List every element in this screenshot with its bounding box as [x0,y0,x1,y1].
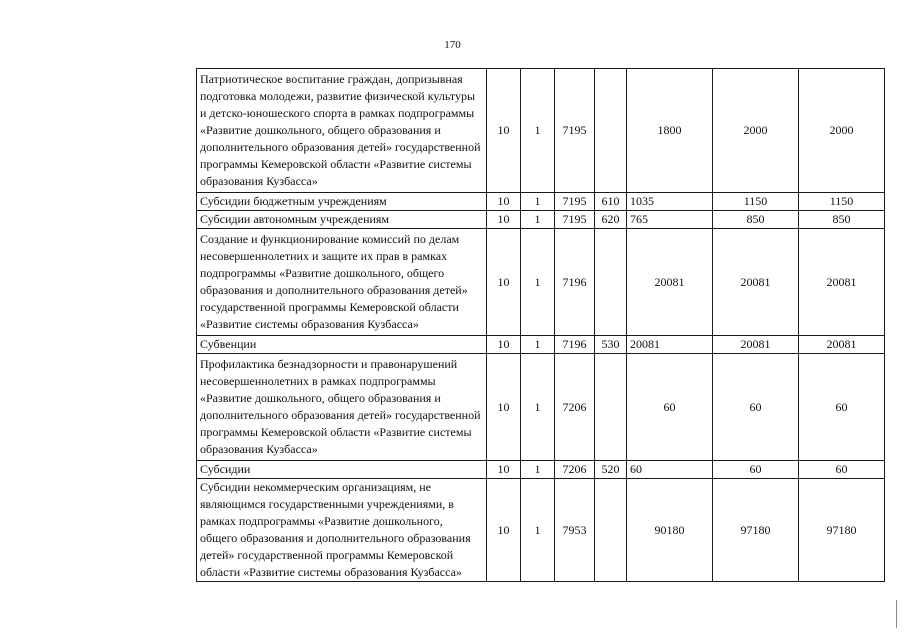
row-type: 620 [595,211,627,229]
row-year2: 2000 [713,69,799,193]
table-row [197,461,885,479]
row-subsection: 1 [521,229,555,336]
row-type: 610 [595,193,627,211]
row-subsection: 1 [521,461,555,479]
row-type [595,479,627,582]
row-year3: 20081 [799,336,885,354]
row-type [595,69,627,193]
row-year3: 20081 [799,229,885,336]
table-row [197,211,885,229]
row-year3: 60 [799,354,885,461]
row-year1: 60 [627,461,713,479]
row-year1: 1800 [627,69,713,193]
page-number: 170 [444,39,461,51]
row-name: Профилактика безнадзорности и правонарушений несовершеннолетних в рамках подпрограммы «Развитие дошкольного, общего образования и дополнительного образования детей» государственной программы Кемеровской области «Развитие системы образования Кузбасса» [197,354,487,461]
row-section: 10 [487,229,521,336]
row-year1: 90180 [627,479,713,582]
row-year1: 20081 [627,229,713,336]
row-subsection: 1 [521,336,555,354]
row-name: Субвенции [197,336,487,354]
row-subsection: 1 [521,211,555,229]
row-target: 7195 [555,211,595,229]
row-year2: 20081 [713,336,799,354]
row-target: 7206 [555,354,595,461]
row-section: 10 [487,479,521,582]
row-year3: 60 [799,461,885,479]
row-name: Субсидии бюджетным учреждениям [197,193,487,211]
row-name: Субсидии некоммерческим организациям, не являющимся государственными учреждениями, в рамках подпрограммы «Развитие дошкольного, общего образования и дополнительного образования детей» государственной программы Кемеровской области «Развитие системы образования Кузбасса» [197,479,487,582]
table-row [197,479,885,582]
row-subsection: 1 [521,354,555,461]
row-subsection: 1 [521,193,555,211]
row-name: Субсидии [197,461,487,479]
table-row [197,336,885,354]
scan-edge-mark [896,600,897,628]
row-year3: 1150 [799,193,885,211]
row-target: 7196 [555,336,595,354]
row-section: 10 [487,461,521,479]
row-name: Субсидии автономным учреждениям [197,211,487,229]
row-name: Создание и функционирование комиссий по делам несовершеннолетних и защите их прав в рамках подпрограммы «Развитие дошкольного, общего образования и дополнительного образования детей» государственной программы Кемеровской области «Развитие системы образования Кузбасса» [197,229,487,336]
row-target: 7206 [555,461,595,479]
row-year2: 850 [713,211,799,229]
row-section: 10 [487,354,521,461]
table-row [197,69,885,193]
table-row [197,193,885,211]
row-year1: 1035 [627,193,713,211]
row-year3: 850 [799,211,885,229]
row-target: 7195 [555,69,595,193]
table-row [197,354,885,461]
row-type [595,354,627,461]
row-type: 520 [595,461,627,479]
row-year1: 60 [627,354,713,461]
row-year1: 765 [627,211,713,229]
row-year2: 60 [713,461,799,479]
row-subsection: 1 [521,479,555,582]
row-subsection: 1 [521,69,555,193]
budget-table [196,68,885,582]
row-section: 10 [487,193,521,211]
row-year2: 97180 [713,479,799,582]
row-year2: 20081 [713,229,799,336]
row-year3: 2000 [799,69,885,193]
row-target: 7196 [555,229,595,336]
row-year2: 60 [713,354,799,461]
row-name: Патриотическое воспитание граждан, допризывная подготовка молодежи, развитие физической культуры и детско-юношеского спорта в рамках подпрограммы «Развитие дошкольного, общего образования и дополнительного образования детей» государственной программы Кемеровской области «Развитие системы образования Кузбасса» [197,69,487,193]
row-type [595,229,627,336]
row-year2: 1150 [713,193,799,211]
row-target: 7953 [555,479,595,582]
row-target: 7195 [555,193,595,211]
row-section: 10 [487,211,521,229]
row-type: 530 [595,336,627,354]
table-row [197,229,885,336]
row-year1: 20081 [627,336,713,354]
row-section: 10 [487,336,521,354]
row-section: 10 [487,69,521,193]
row-year3: 97180 [799,479,885,582]
